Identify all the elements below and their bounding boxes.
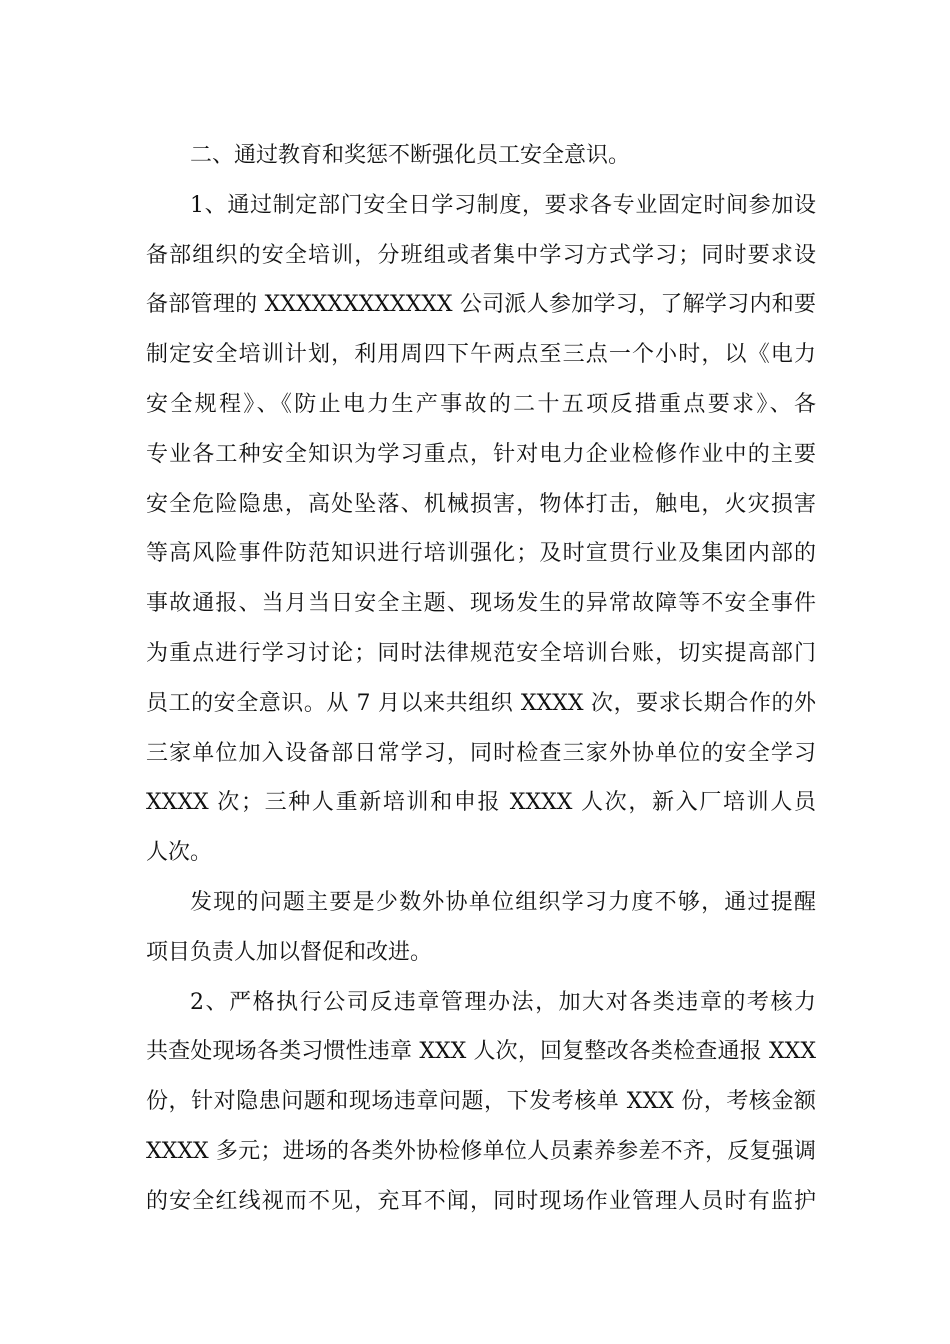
paragraph-line: 2、严格执行公司反违章管理办法，加大对各类违章的考核力: [190, 989, 816, 1015]
paragraph-line: XXXX 次；三种人重新培训和申报 XXXX 人次，新入厂培训人员: [146, 790, 816, 816]
paragraph-line: XXXX 多元；进场的各类外协检修单位人员素养参差不齐，反复强调: [146, 1138, 816, 1164]
paragraph-line: 份，针对隐患问题和现场违章问题，下发考核单 XXX 份，考核金额: [146, 1089, 816, 1115]
paragraph-line: 发现的问题主要是少数外协单位组织学习力度不够，通过提醒: [190, 889, 816, 915]
paragraph-line: 安全规程》、《防止电力生产事故的二十五项反措重点要求》、各: [146, 391, 816, 417]
paragraph-line: 制定安全培训计划，利用周四下午两点至三点一个小时，以《电力: [146, 342, 816, 368]
paragraph-line: 员工的安全意识。从 7 月以来共组织 XXXX 次，要求长期合作的外: [146, 690, 816, 716]
paragraph-line: 专业各工种安全知识为学习重点，针对电力企业检修作业中的主要: [146, 441, 816, 467]
paragraph-line: 安全危险隐患，高处坠落、机械损害，物体打击，触电，火灾损害: [146, 491, 816, 517]
paragraph-line: 为重点进行学习讨论；同时法律规范安全培训台账，切实提高部门: [146, 640, 816, 666]
paragraph-line: 备部管理的 XXXXXXXXXXXX 公司派人参加学习，了解学习内和要: [146, 292, 816, 318]
section-heading: 二、通过教育和奖惩不断强化员工安全意识。: [190, 143, 631, 168]
paragraph-line: 1、通过制定部门安全日学习制度，要求各专业固定时间参加设: [190, 192, 816, 218]
paragraph-line: 人次。: [146, 840, 213, 866]
paragraph-line: 的安全红线视而不见，充耳不闻，同时现场作业管理人员时有监护: [146, 1188, 816, 1214]
paragraph-line: 等高风险事件防范知识进行培训强化；及时宣贯行业及集团内部的: [146, 541, 816, 567]
paragraph-line: 三家单位加入设备部日常学习，同时检查三家外协单位的安全学习: [146, 740, 816, 766]
document-body: [146, 131, 816, 1227]
paragraph-line: 事故通报、当月当日安全主题、现场发生的异常故障等不安全事件: [146, 591, 816, 617]
paragraph-line: 共查处现场各类习惯性违章 XXX 人次，回复整改各类检查通报 XXX: [146, 1039, 816, 1065]
paragraph-line: 项目负责人加以督促和改进。: [146, 939, 433, 965]
paragraph-line: 备部组织的安全培训，分班组或者集中学习方式学习；同时要求设: [146, 242, 816, 268]
